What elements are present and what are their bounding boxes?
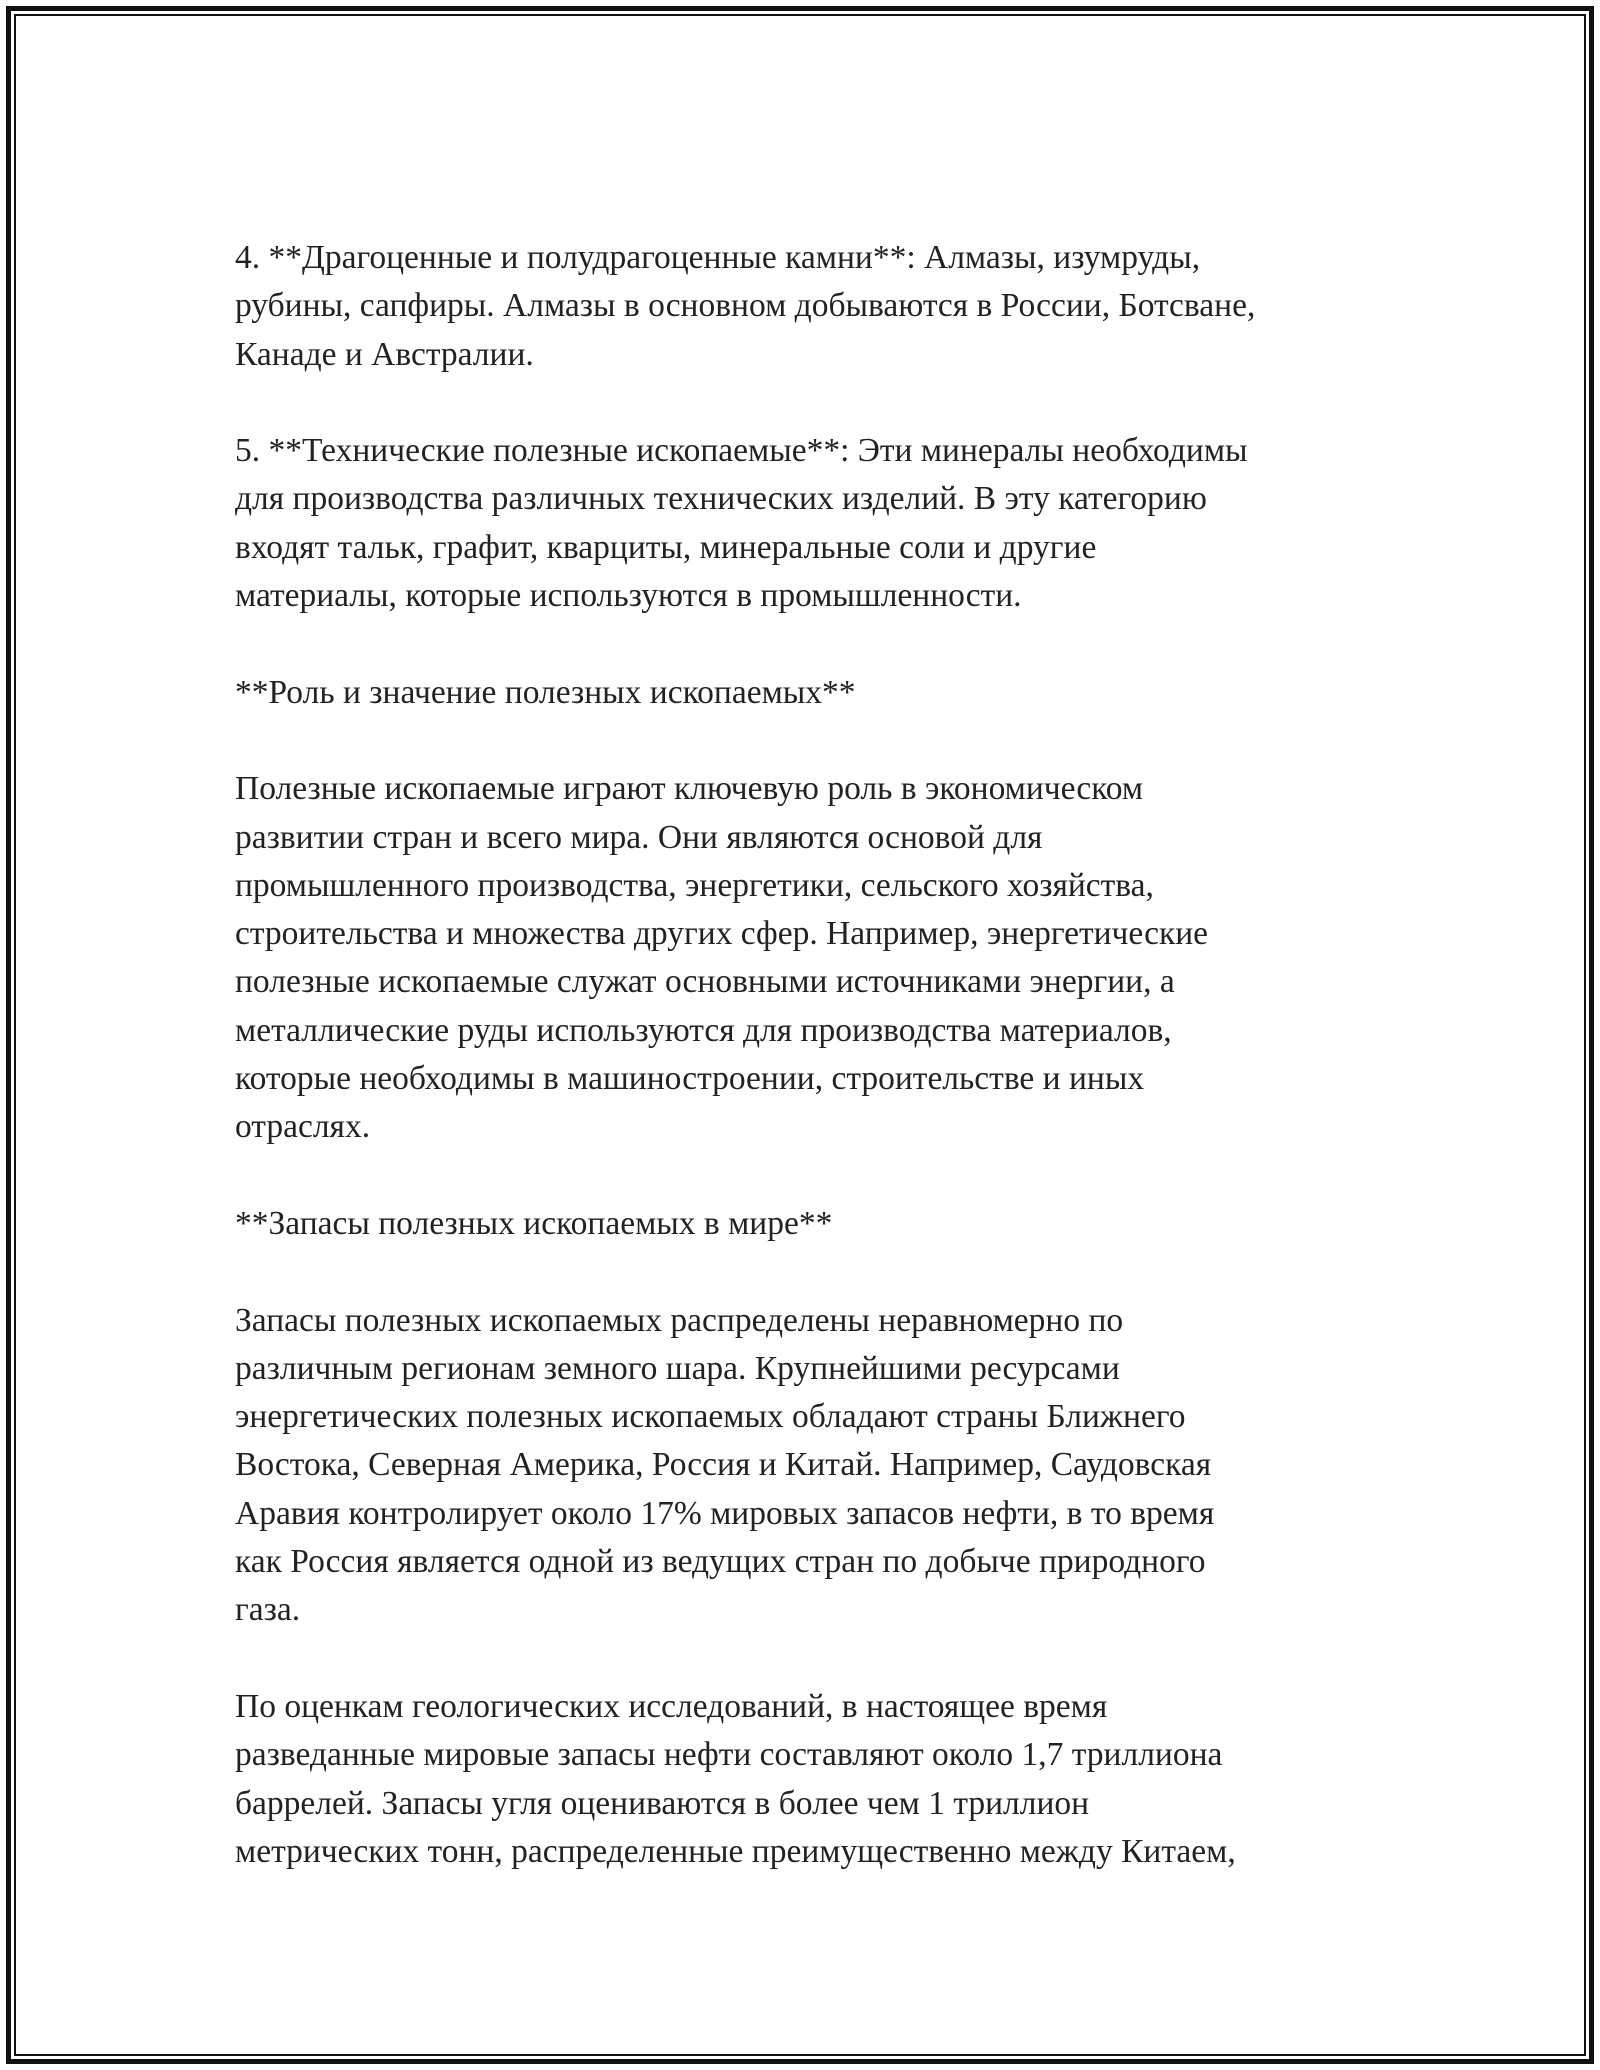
section-heading-role: **Роль и значение полезных ископаемых** [235,673,856,711]
document-body [235,234,1365,1876]
section-heading-reserves: **Запасы полезных ископаемых в мире** [235,1204,833,1242]
paragraph-reserves-estimates: По оценкам геологических исследований, в настоящее время разведанные мировые запасы нефти составляют около 1,7 триллиона баррелей. Запасы угля оцениваются в более чем 1 триллион метрических тонн, распределенные преимущественно между Китаем, [235,1687,1236,1870]
list-item-technical-minerals: 5. **Технические полезные ископаемые**: Эти минералы необходимы для производства различных технических изделий. В эту категорию входят тальк, графит, кварциты, минеральные соли и другие материалы, которые используются в промышленности. [235,432,1248,615]
list-item-gemstones: 4. **Драгоценные и полудрагоценные камни**: Алмазы, изумруды, рубины, сапфиры. Алмазы в основном добываются в России, Ботсване, Канаде и Австралии. [235,239,1256,373]
paragraph-role: Полезные ископаемые играют ключевую роль в экономическом развитии стран и всего мира. Они являются основой для промышленного производства, энергетики, сельского хозяйства, строительства и множества других сфер. Например, энергетические полезные ископаемые служат основными источниками энергии, а металлические руды используются для производства материалов, которые необходимы в машиностроении, строительстве и иных отраслях. [235,770,1209,1146]
paragraph-reserves-distribution: Запасы полезных ископаемых распределены неравномерно по различным регионам земного шара. Крупнейшими ресурсами энергетических полезных ископаемых обладают страны Ближнего Востока, Северная Америка, Россия и Китай. Например, Саудовская Аравия контролирует около 17% мировых запасов нефти, в то время как Россия является одной из ведущих стран по добыче природного газа. [235,1301,1215,1629]
